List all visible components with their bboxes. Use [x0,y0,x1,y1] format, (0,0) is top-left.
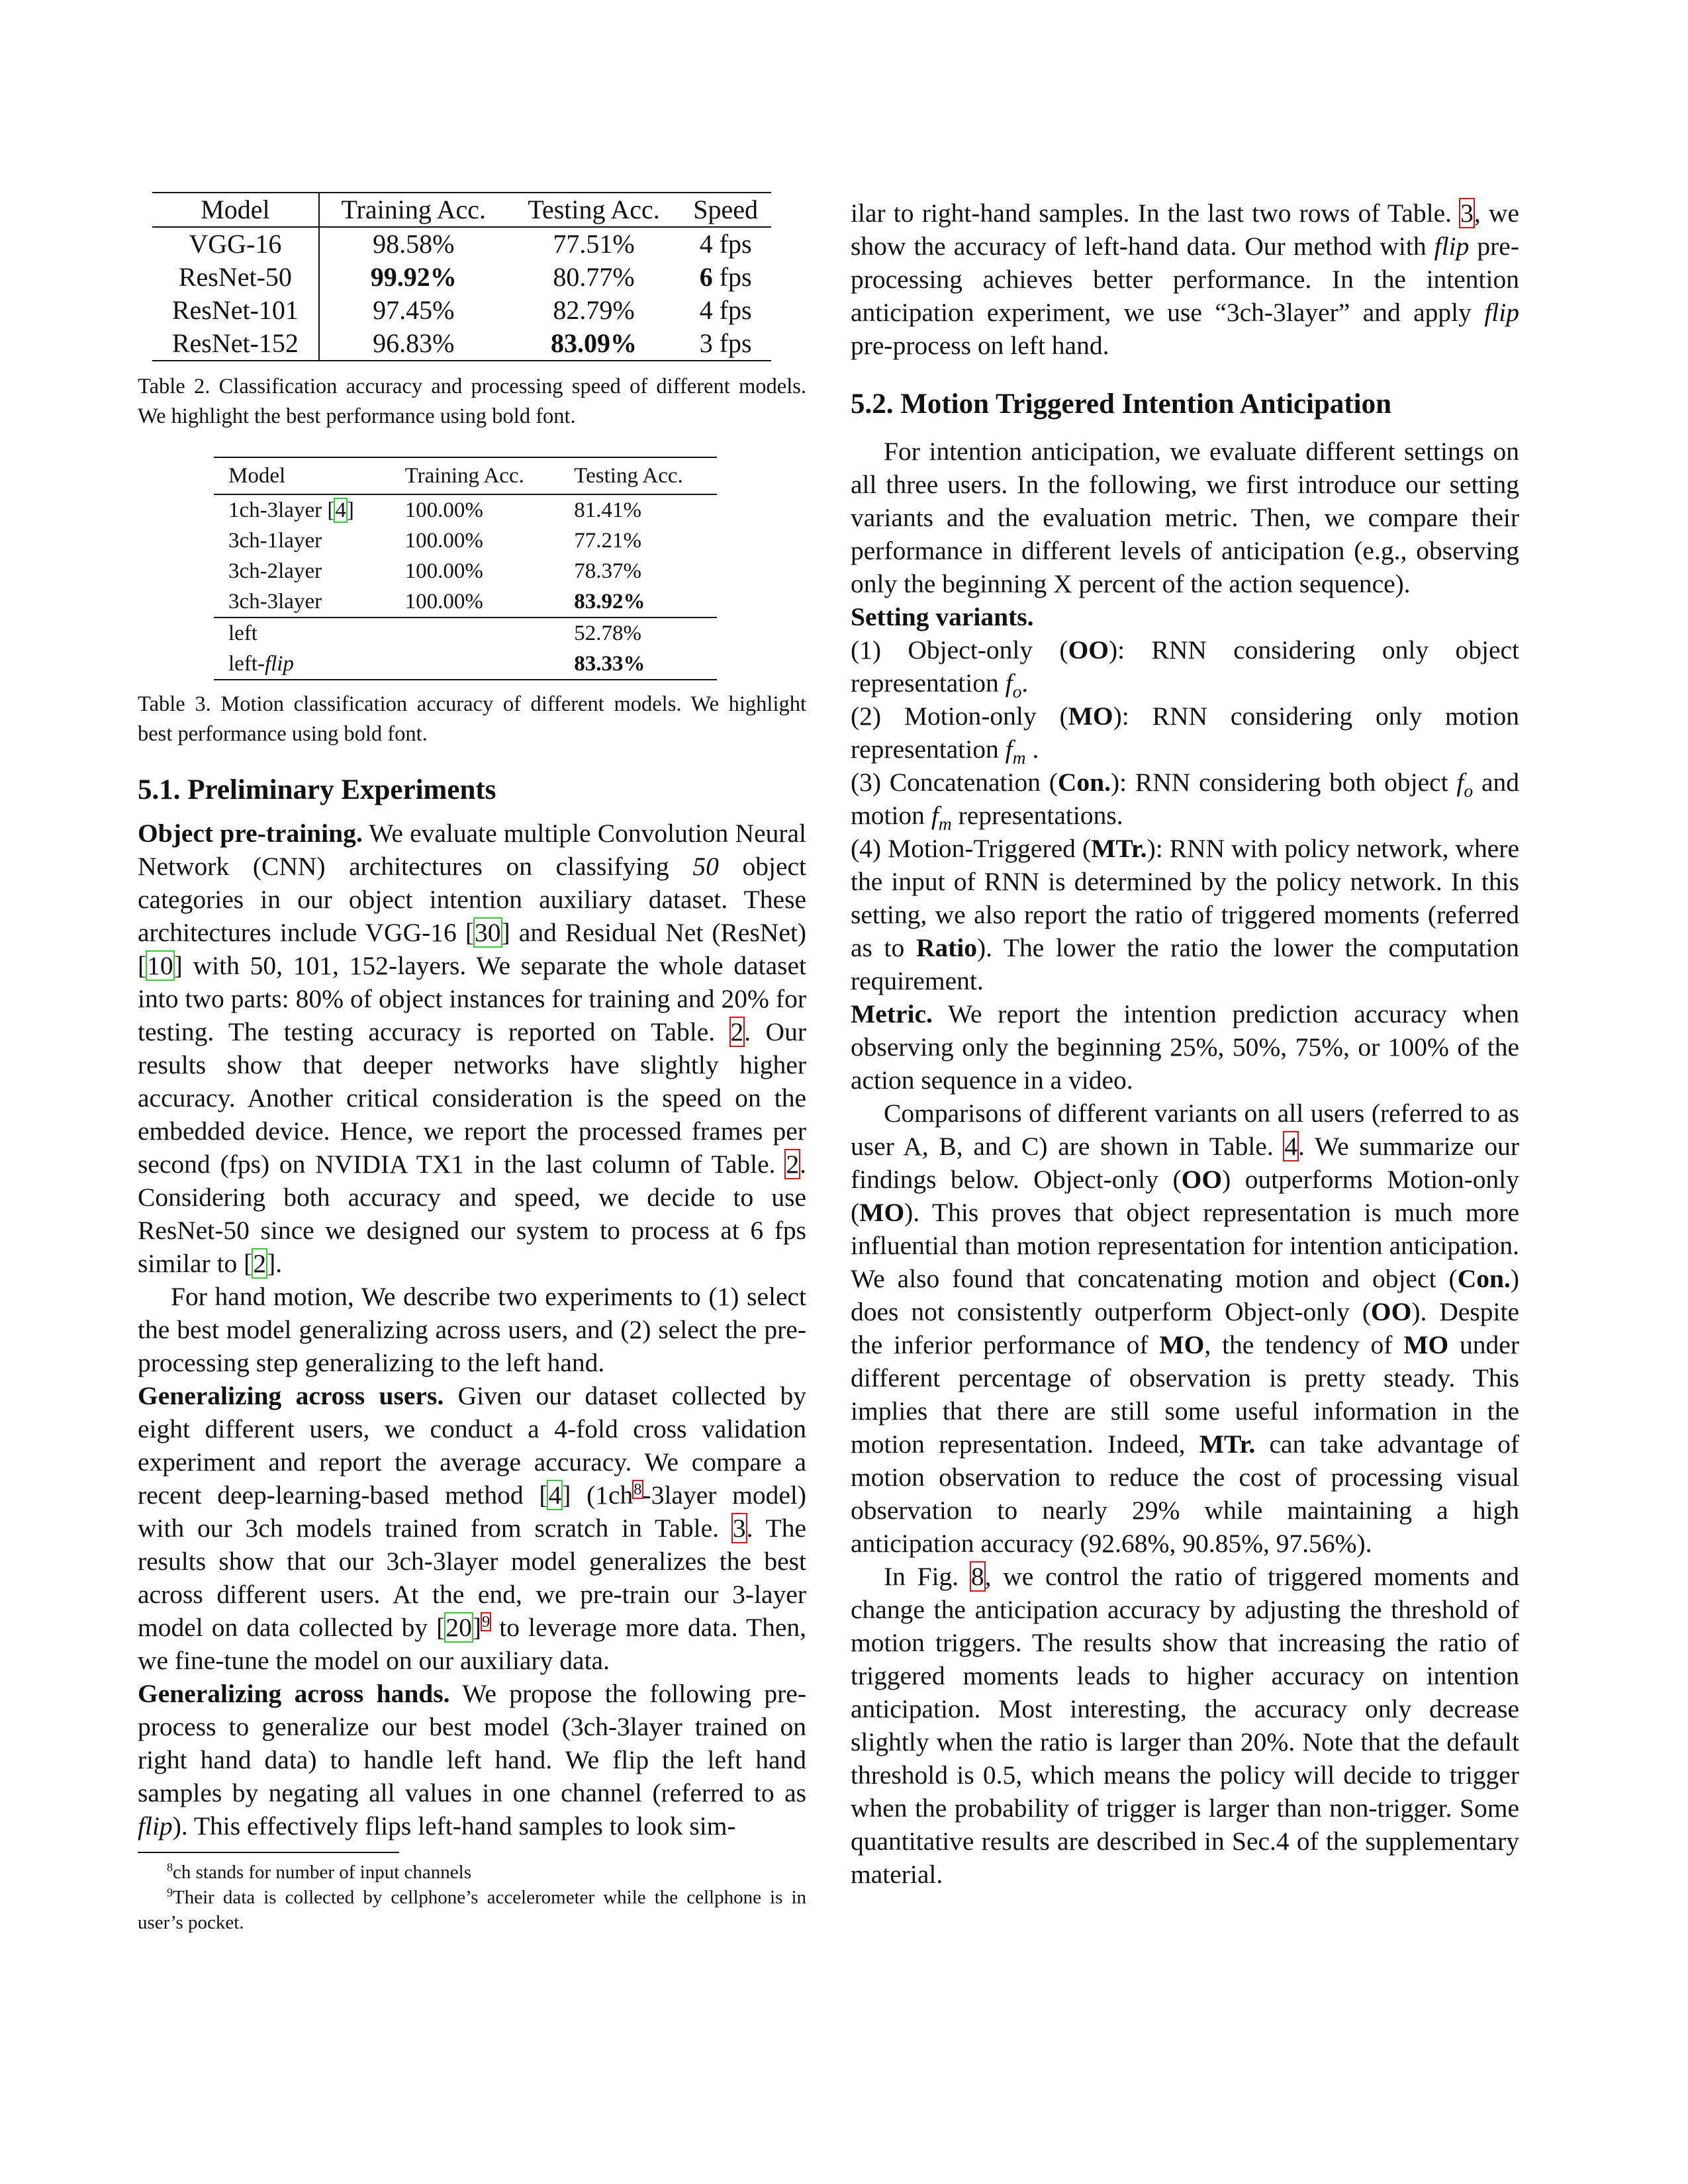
table-header-cell: Model [152,193,319,227]
best-value: 83.33% [574,652,645,676]
footnote-divider [138,1852,399,1853]
table-header-cell: Training Acc. [391,457,560,494]
table-cell: 3ch-2layer [228,559,322,583]
text: pre-processing achieves better performance. In the intention anticipation experiment, we use “3ch-3layer” and apply [851,232,1519,327]
model-name: 1ch-3layer [ [228,498,335,522]
table-header-row [152,193,771,227]
list-item [851,700,1519,766]
footnote-link[interactable]: 9 [482,1612,491,1631]
table-cell [559,586,717,617]
table-cell: VGG-16 [152,227,319,261]
table-cell: 100.00% [404,498,483,522]
table-link[interactable]: 2 [730,1017,744,1046]
text: ): RNN considering only object representation [851,635,1519,698]
table-cell [214,494,391,525]
table-header-cell: Testing Acc. [508,193,680,227]
text: to leverage more data. Then, we fine-tune the model on our auxiliary data. [138,1613,806,1675]
left-column [138,192,806,1935]
table-header-row [214,457,717,494]
math-subscript: o [1012,680,1022,702]
table-header-cell: Testing Acc. [559,457,717,494]
paragraph [138,1677,806,1843]
math-symbol: f [1005,668,1013,698]
text: ): RNN considering both object [1111,768,1457,797]
table-header-cell: Speed [680,193,771,227]
table-row [214,586,717,617]
heading-text: Setting variants. [851,602,1034,631]
text: ). This effectively flips left-hand samples to look sim- [172,1811,736,1841]
table-row [214,494,717,525]
text: We propose the following pre-process to generalize our best model (3ch-3layer trained on right hand data) to handle left hand. We flip the left hand samples by negating all values in one channel (referred to as [138,1679,806,1807]
text: ): RNN with policy network, where the input of RNN is determined by the policy network. In this setting, we also report the ratio of triggered moments (referred as to [851,834,1519,962]
text: and motion [851,768,1519,830]
table-cell: 100.00% [404,590,483,614]
bold-term: OO [1370,1297,1412,1326]
bold-term: OO [1181,1165,1223,1194]
text: ]. [267,1249,283,1278]
text: . [1021,668,1029,698]
table-row [214,649,717,680]
table-cell: 52.78% [559,617,717,649]
table-3 [214,457,717,680]
paragraph [851,197,1519,362]
table-cell: 3ch-3layer [228,590,322,614]
math-symbol: f [1456,768,1464,797]
math-symbol: f [1005,735,1013,764]
text: ). Despite the inferior performance of [851,1297,1519,1359]
table-2 [152,192,771,361]
text: (2) Motion-only ( [851,702,1068,731]
text: Comparisons of different variants on all users (referred to as user A, B, and C) are shown in Table. [851,1099,1519,1161]
text: ] (1ch [562,1480,633,1510]
paragraph-heading: Metric. [851,999,933,1028]
bold-term: Con. [1457,1264,1511,1293]
table-link[interactable]: 3 [732,1514,746,1543]
table-cell: 98.58% [373,229,455,259]
table-cell: 82.79% [553,295,635,325]
unit: fps [712,262,752,292]
text: ) outperforms Motion-only ( [851,1165,1520,1227]
table-link[interactable]: 2 [786,1150,800,1179]
paragraph [138,817,806,1280]
footnote-mark: 8 [167,1860,173,1874]
table-cell: 81.41% [574,498,642,522]
table-cell [319,261,508,294]
table-header-cell: Training Acc. [319,193,508,227]
paragraph [851,1097,1519,1560]
list-item [851,766,1519,832]
italic-term: flip [138,1811,173,1841]
table-cell: 97.45% [373,295,455,325]
math-subscript: o [1464,780,1474,801]
table-cell: 77.51% [553,229,635,259]
table-cell [391,617,560,649]
text: . Our results show that deeper networks have slightly higher accuracy. Another critical consideration is the speed on the embedded device. Hence, we report the processed frames per second (fps) on NVIDIA TX1 in the last column of Table. [138,1017,806,1179]
table-cell: 3 fps [680,327,771,361]
paragraph [851,1560,1519,1891]
best-value: 6 [699,262,713,292]
table-row [152,294,771,327]
table-cell: 78.37% [574,559,642,583]
text: ) does not consistently outperform Object-only ( [851,1264,1519,1326]
text: -3layer model) with our 3ch models trained from scratch in Table. [138,1480,806,1543]
footnote-mark: 9 [167,1886,173,1899]
text: ): RNN considering only motion representation [851,702,1519,764]
bold-term: MO [1159,1330,1205,1359]
table-2-caption: Table 2. Classification accuracy and processing speed of different models. We highlight the best performance using bold font. [138,375,806,428]
table-cell: 100.00% [404,529,483,553]
best-value: 83.09% [551,328,637,358]
model-name: left- [228,652,265,676]
model-name-italic: flip [264,652,294,676]
figure-link[interactable]: 8 [970,1562,984,1591]
citation-link[interactable]: 20 [445,1613,472,1642]
text: . We summarize our findings below. Object-only ( [851,1132,1519,1194]
best-value: 83.92% [574,590,645,614]
citation-link[interactable]: 4 [548,1480,562,1510]
best-value: 99.92% [370,262,457,292]
table-cell: 4 fps [699,229,752,259]
text: ilar to right-hand samples. In the last two rows of Table. [851,199,1460,228]
citation-link[interactable]: 2 [253,1249,267,1278]
table-cell: 77.21% [574,529,642,553]
math-number: 50 [692,852,719,881]
table-cell: 3ch-1layer [228,529,322,553]
table-row [214,556,717,586]
footnote-link[interactable]: 8 [633,1480,642,1498]
table-cell [214,649,391,680]
text: representations. [951,801,1123,830]
math-subscript: m [1012,747,1026,768]
footnote-text: Their data is collected by cellphone’s accelerometer while the cellphone is in user’s pocket. [138,1887,806,1933]
text: object categories in our object intention auxiliary dataset. These architectures include VGG-16 [ [138,852,806,947]
citation-link[interactable]: 4 [335,498,346,522]
paragraph [851,997,1519,1097]
text: , we control the ratio of triggered moments and change the anticipation accuracy by adjusting the threshold of motion triggers. The results show that increasing the ratio of triggered moments leads to higher accuracy on intention anticipation. Most interesting, the accuracy only decrease slightly when the ratio is larger than 20%. Note that the default threshold is 0.5, which means the policy will decide to trigger when the probability of trigger is larger than non-trigger. Some quantitative results are described in Sec.4 of the supplementary material. [851,1562,1519,1889]
table-cell [391,649,560,680]
paragraph: For intention anticipation, we evaluate different settings on all three users. In the following, we first introduce our setting variants and the evaluation metric. Then, we compare their performance in different levels of anticipation (e.g., observing only the beginning X percent of the action sequence). [851,437,1519,598]
bold-term: Con. [1057,768,1111,797]
table-cell: 4 fps [699,295,752,325]
table-cell [508,327,680,361]
table-row [152,261,771,294]
table-cell: ResNet-101 [152,294,319,327]
paragraph-heading: Generalizing across users. [138,1381,444,1410]
footnote-text: ch stands for number of input channels [172,1862,471,1883]
table-cell [559,649,717,680]
text: (3) Concatenation ( [851,768,1058,797]
text: We report the intention prediction accuracy when observing only the beginning 25%, 50%, 75%, or 100% of the action sequence in a video. [851,999,1519,1095]
bold-term: Ratio [915,933,977,962]
text: pre-process on left hand. [851,331,1109,360]
paragraph [138,1379,806,1677]
citation-link[interactable]: 10 [147,951,173,980]
table-3-caption: Table 3. Motion classification accuracy of different models. We highlight best performance using bold font. [138,692,806,746]
bracket: ] [346,498,354,522]
section-title: 5.2. Motion Triggered Intention Anticipation [851,388,1392,420]
text: , the tendency of [1204,1330,1404,1359]
text: ). The lower the ratio the lower the computation requirement. [851,933,1519,995]
italic-term: flip [1484,298,1519,327]
paragraph-heading: Generalizing across hands. [138,1679,450,1708]
table-header-cell: Model [214,457,391,494]
text: can take advantage of motion observation to reduce the cost of processing visual observation to nearly 29% while maintaining a high anticipation accuracy (92.68%, 90.85%, 97.56%). [851,1430,1520,1558]
text: Given our dataset collected by eight different users, we conduct a 4-fold cross validation experiment and report the average accuracy. We compare a recent deep-learning-based method [ [138,1381,806,1510]
bold-term: MTr. [1091,834,1147,863]
table-row [214,525,717,556]
table-cell: left [214,617,391,649]
text: In Fig. [884,1562,970,1591]
math-subscript: m [938,813,952,834]
table-cell: ResNet-50 [152,261,319,294]
bold-term: OO [1068,635,1109,664]
text: ). This proves that object representation is much more influential than motion representation for intention anticipation. We also found that concatenating motion and object ( [851,1198,1519,1293]
math-symbol: f [931,801,939,830]
text: ] [472,1613,481,1642]
table-row [214,617,717,649]
table-link[interactable]: 4 [1284,1132,1298,1161]
right-column [851,197,1519,1891]
citation-link[interactable]: 30 [475,918,501,947]
paragraph: For hand motion, We describe two experiments to (1) select the best model generalizing across users, and (2) select the pre-processing step generalizing to the left hand. [138,1282,806,1377]
text: We evaluate multiple Convolution Neural Network (CNN) architectures on classifying [138,819,807,881]
text: under different percentage of observation is pretty steady. This implies that there are still some useful information in the motion representation. Indeed, [851,1330,1519,1459]
text: ] with 50, 101, 152-layers. We separate the whole dataset into two parts: 80% of object instances for training and 20% for testing. The testing accuracy is reported on Table. [138,951,806,1046]
italic-term: flip [1434,232,1470,261]
paragraph-heading: Object pre-training. [138,819,363,848]
text: . Considering both accuracy and speed, we decide to use ResNet-50 since we designed our system to process at 6 fps similar to [ [138,1150,806,1278]
table-cell: 96.83% [319,327,508,361]
text: , we show the accuracy of left-hand data. Our method with [851,199,1519,261]
table-row [152,227,771,261]
section-title: 5.1. Preliminary Experiments [138,774,496,805]
text: (4) Motion-Triggered ( [851,834,1092,863]
list-item [851,633,1519,700]
bold-term: MO [1403,1330,1449,1359]
text: . The results show that our 3ch-3layer model generalizes the best across different users. At the end, we pre-train our 3-layer model on data collected by [ [138,1514,806,1642]
table-link[interactable]: 3 [1460,199,1474,228]
table-cell: ResNet-152 [152,327,319,361]
text: (1) Object-only ( [851,635,1068,664]
table-cell: 80.77% [553,262,635,292]
footnote [138,1860,806,1885]
bold-term: MO [1068,702,1113,731]
bold-term: MTr. [1199,1430,1256,1459]
footnote [138,1885,806,1935]
text: . [1025,735,1039,764]
paragraph-heading [851,600,1519,633]
bold-term: MO [859,1198,905,1227]
text: ] and Residual Net (ResNet) [ [138,918,806,980]
table-cell [680,261,771,294]
table-cell: 100.00% [404,559,483,583]
table-row [152,327,771,361]
list-item [851,832,1519,997]
